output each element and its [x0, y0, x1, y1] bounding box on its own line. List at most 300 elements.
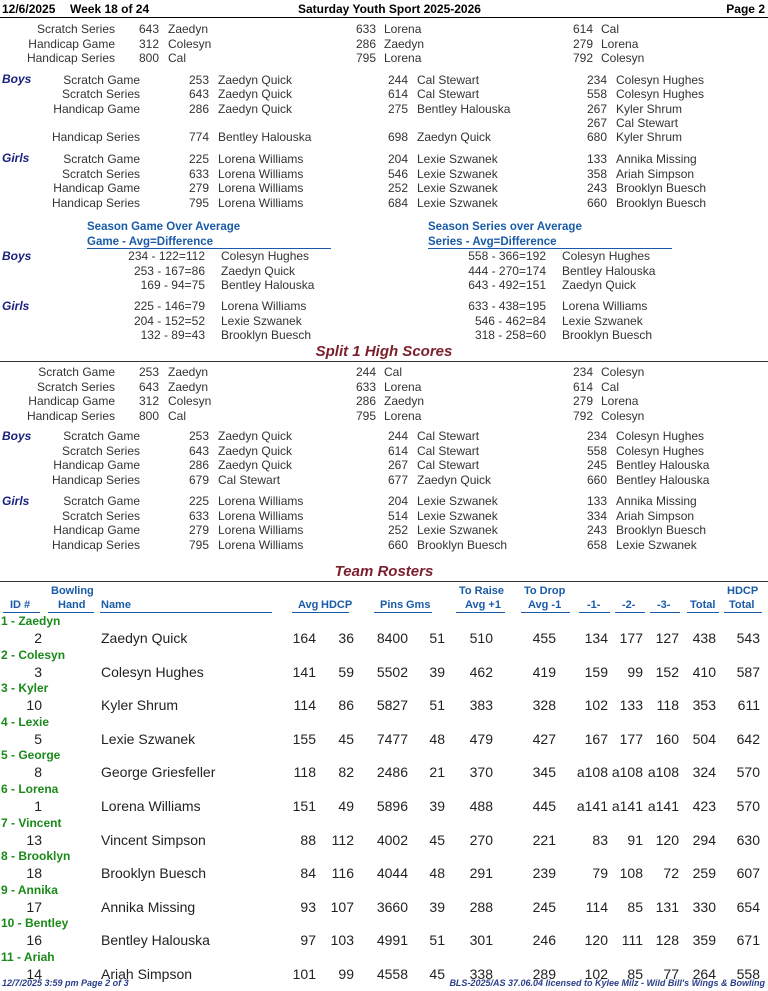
bowler-name: Cal — [168, 408, 187, 423]
roster-g2: 99 — [627, 663, 643, 680]
roster-gms: 51 — [429, 932, 445, 949]
roster-raise: 291 — [469, 865, 493, 882]
series-difference: 444 - 270=174 — [468, 263, 546, 278]
roster-pins: 8400 — [376, 630, 408, 646]
roster-raise: 488 — [469, 798, 493, 814]
bowler-name: Zaedyn Quick — [218, 443, 293, 458]
team-name: 4 - Lexie — [1, 714, 50, 729]
bowler-name: Zaedyn — [168, 22, 209, 36]
team-name: 11 - Ariah — [1, 950, 55, 964]
roster-hdcp: 82 — [338, 764, 354, 781]
header-underline — [687, 612, 719, 613]
roster-g1: 102 — [584, 966, 608, 982]
roster-pins: 4558 — [376, 966, 408, 982]
score-value: 643 — [138, 379, 159, 394]
roster-htot: 570 — [736, 764, 760, 781]
score-value: 244 — [387, 73, 408, 87]
roster-g2: 85 — [627, 898, 643, 915]
roster-g2: 133 — [619, 697, 643, 714]
roster-id: 16 — [26, 932, 42, 949]
score-value: 243 — [586, 181, 607, 195]
roster-id: 13 — [26, 831, 42, 848]
team-name: 10 - Bentley — [1, 916, 69, 931]
roster-gms: 51 — [429, 630, 445, 646]
roster-g1: 167 — [584, 730, 608, 747]
section-label: Boys — [2, 72, 32, 86]
roster-raise: 479 — [469, 730, 493, 747]
score-value: 800 — [138, 408, 159, 423]
score-value: 334 — [586, 508, 607, 523]
col-bowling-header: Bowling — [51, 585, 94, 597]
roster-gms: 48 — [429, 730, 445, 747]
roster-g2: 177 — [619, 630, 643, 646]
roster-g3: 128 — [655, 932, 679, 949]
bowler-name: Lorena Williams — [218, 508, 304, 523]
header-underline — [521, 612, 570, 613]
roster-tot: 438 — [692, 630, 716, 646]
score-value: 677 — [387, 472, 408, 487]
bowler-name: Brooklyn Buesch — [417, 537, 508, 552]
bowler-name: Lorena Williams — [218, 152, 304, 166]
score-value: 633 — [188, 508, 209, 523]
bowler-name: Zaedyn Quick — [562, 278, 637, 292]
roster-id: 14 — [26, 966, 42, 982]
roster-htot: 671 — [736, 932, 760, 949]
roster-id: 17 — [26, 898, 42, 915]
roster-g3: 72 — [663, 865, 679, 882]
roster-g1: a108 — [576, 764, 608, 781]
score-value: 792 — [572, 51, 593, 65]
bowler-name: Zaedyn Quick — [417, 472, 492, 487]
bowler-name: Lexie Szwanek — [417, 508, 498, 523]
bowler-name: Colesyn Hughes — [616, 87, 705, 102]
team-name: 6 - Lorena — [1, 782, 59, 796]
bowler-name: Cal Stewart — [218, 472, 281, 487]
roster-g3: a141 — [647, 798, 679, 814]
bowler-name: Colesyn — [601, 365, 645, 379]
series-difference: 643 - 492=151 — [468, 278, 546, 292]
bowler-name: Cal Stewart — [417, 458, 480, 472]
bowler-name: Zaedyn — [168, 379, 209, 394]
team-name: 9 - Annika — [1, 882, 58, 897]
bowler-name: Bentley Halouska — [221, 278, 315, 292]
roster-g3: a108 — [647, 764, 679, 781]
game-difference: 169 - 94=75 — [140, 278, 205, 292]
bowler-name: Ariah Simpson — [616, 508, 695, 523]
score-value: 774 — [188, 130, 209, 145]
score-value: 252 — [387, 523, 408, 537]
roster-htot: 611 — [737, 697, 760, 714]
bowler-name: Zaedyn Quick — [218, 87, 293, 102]
score-value: 800 — [138, 51, 159, 65]
roster-avg: 93 — [300, 898, 316, 915]
header-week: Week 18 of 24 — [70, 2, 150, 16]
roster-id: 10 — [26, 697, 42, 714]
header-page: Page 2 — [726, 2, 765, 16]
score-value: 275 — [387, 101, 408, 116]
col-pins-header: Pins — [380, 599, 404, 611]
score-value: 546 — [387, 166, 408, 181]
score-value: 614 — [387, 443, 408, 458]
series-difference: 558 - 366=192 — [468, 249, 546, 263]
col-game2-header: -2- — [622, 599, 636, 611]
score-value: 558 — [586, 87, 607, 102]
header-underline — [650, 612, 680, 613]
roster-avg: 141 — [292, 663, 316, 680]
score-value: 253 — [188, 429, 209, 443]
bowler-name: Colesyn — [601, 408, 645, 423]
roster-drop: 289 — [532, 966, 556, 982]
roster-g3: 131 — [655, 898, 679, 915]
bowler-name: Cal Stewart — [616, 115, 679, 130]
footer-left: 12/7/2025 3:59 pm Page 2 of 3 — [2, 978, 129, 988]
bowler-name: Lexie Szwanek — [417, 152, 498, 166]
roster-gms: 48 — [429, 865, 445, 882]
roster-id: 2 — [34, 630, 42, 646]
bowler-name: Cal Stewart — [417, 429, 480, 443]
header-underline — [3, 612, 40, 613]
bowler-name: Bentley Halouska — [616, 458, 710, 472]
roster-raise: 270 — [469, 831, 493, 848]
series-difference: 546 - 462=84 — [474, 313, 546, 328]
col-hdcp-total-header: HDCP — [727, 585, 759, 597]
roster-g3: 160 — [655, 730, 679, 747]
roster-name: Colesyn Hughes — [101, 663, 204, 680]
bowler-name: Brooklyn Buesch — [616, 523, 707, 537]
bowler-name: Brooklyn Buesch — [221, 328, 312, 342]
header-league: Saturday Youth Sport 2025-2026 — [298, 2, 481, 16]
roster-g2: 91 — [627, 831, 643, 848]
score-value: 225 — [188, 494, 209, 508]
col-game1-header: -1- — [587, 599, 601, 611]
bowler-name: Lexie Szwanek — [417, 494, 498, 508]
series-difference: 633 - 438=195 — [468, 299, 546, 313]
roster-hdcp: 103 — [330, 932, 354, 949]
roster-tot: 423 — [692, 798, 716, 814]
roster-raise: 510 — [469, 630, 493, 646]
roster-hdcp: 116 — [331, 865, 354, 882]
header-underline — [100, 612, 272, 613]
score-category-label: Handicap Game — [28, 36, 115, 51]
score-value: 279 — [572, 394, 593, 408]
roster-htot: 654 — [736, 898, 760, 915]
score-category-label: Handicap Series — [51, 130, 140, 145]
header-underline — [724, 612, 762, 613]
roster-g1: 134 — [584, 630, 608, 646]
roster-pins: 5827 — [376, 697, 408, 714]
bowler-name: Colesyn Hughes — [562, 249, 651, 263]
bowler-name: Colesyn — [168, 394, 212, 408]
bowler-name: Lorena — [384, 408, 422, 423]
roster-gms: 21 — [429, 764, 445, 781]
bowler-name: Lexie Szwanek — [417, 523, 498, 537]
score-category-label: Handicap Game — [53, 458, 140, 472]
bowler-name: Lexie Szwanek — [616, 537, 697, 552]
roster-hdcp: 112 — [331, 831, 354, 848]
bowler-name: Colesyn Hughes — [616, 73, 705, 87]
score-category-label: Handicap Game — [53, 181, 140, 195]
roster-name: Bentley Halouska — [101, 932, 210, 949]
score-value: 558 — [586, 443, 607, 458]
score-value: 658 — [586, 537, 607, 552]
roster-raise: 338 — [469, 966, 493, 982]
header-underline — [48, 612, 94, 613]
roster-hdcp: 49 — [338, 798, 354, 814]
bowler-name: Zaedyn Quick — [221, 263, 296, 278]
score-value: 133 — [586, 494, 607, 508]
bowler-name: Brooklyn Buesch — [562, 328, 653, 342]
header-underline — [579, 612, 610, 613]
bowler-name: Annika Missing — [616, 152, 697, 166]
section-label: Girls — [2, 494, 30, 508]
score-value: 133 — [586, 152, 607, 166]
roster-g1: 120 — [584, 932, 608, 949]
game-difference: 253 - 167=86 — [133, 263, 205, 278]
roster-name: Kyler Shrum — [101, 697, 179, 714]
roster-g1: 159 — [584, 663, 608, 680]
roster-avg: 97 — [300, 932, 316, 949]
score-value: 614 — [572, 379, 593, 394]
roster-gms: 39 — [429, 798, 445, 814]
team-name: 7 - Vincent — [1, 815, 62, 830]
roster-g3: 77 — [663, 966, 679, 982]
bowler-name: Annika Missing — [616, 494, 697, 508]
score-value: 245 — [586, 458, 607, 472]
score-value: 253 — [138, 365, 159, 379]
bowler-name: Lorena Williams — [218, 494, 304, 508]
roster-id: 3 — [34, 663, 42, 680]
score-value: 267 — [586, 115, 607, 130]
roster-tot: 324 — [692, 764, 716, 781]
score-value: 279 — [188, 523, 209, 537]
roster-name: Lexie Szwanek — [101, 730, 196, 747]
roster-name: George Griesfeller — [101, 764, 216, 781]
roster-g2: 85 — [627, 966, 643, 982]
roster-raise: 288 — [469, 898, 493, 915]
roster-htot: 642 — [736, 730, 760, 747]
roster-name: Brooklyn Buesch — [101, 865, 207, 882]
score-value: 660 — [387, 537, 408, 552]
game-difference: 204 - 152=52 — [133, 313, 205, 328]
rosters-section-title: Team Rosters — [334, 563, 434, 580]
roster-g3: 152 — [655, 663, 679, 680]
score-category-label: Scratch Series — [61, 443, 140, 458]
roster-hdcp: 45 — [338, 730, 354, 747]
bowler-name: Lorena — [384, 22, 422, 36]
bowler-name: Kyler Shrum — [616, 101, 683, 116]
bowler-name: Kyler Shrum — [616, 130, 683, 145]
score-value: 286 — [188, 458, 209, 472]
bowler-name: Ariah Simpson — [616, 166, 695, 181]
score-value: 267 — [586, 101, 607, 116]
team-name: 2 - Colesyn — [1, 647, 66, 662]
roster-id: 1 — [34, 798, 42, 814]
score-value: 698 — [387, 130, 408, 145]
score-value: 643 — [138, 22, 159, 36]
roster-name: Lorena Williams — [101, 798, 201, 814]
score-value: 792 — [572, 408, 593, 423]
roster-hdcp: 107 — [330, 898, 354, 915]
roster-htot: 543 — [736, 630, 760, 646]
bowler-name: Colesyn — [168, 36, 212, 51]
section-label: Boys — [2, 249, 32, 263]
bowler-name: Lexie Szwanek — [417, 195, 498, 210]
bowler-name: Lorena — [601, 36, 639, 51]
score-category-label: Handicap Series — [26, 408, 115, 423]
roster-g3: 127 — [655, 630, 679, 646]
col-game3-header: -3- — [657, 599, 671, 611]
footer-right: BLS-2025/AS 37.06.04 licensed to Kylee Milz - Wild Bill's Wings & Bowling — [449, 978, 765, 988]
game-difference: 234 - 122=112 — [128, 249, 205, 263]
score-value: 253 — [188, 73, 209, 87]
roster-avg: 118 — [293, 764, 316, 781]
score-value: 795 — [188, 195, 209, 210]
roster-pins: 5896 — [376, 798, 408, 814]
roster-htot: 587 — [736, 663, 760, 680]
roster-hdcp: 86 — [338, 697, 354, 714]
score-value: 614 — [572, 22, 593, 36]
roster-htot: 570 — [736, 798, 760, 814]
game-difference: 132 - 89=43 — [140, 328, 205, 342]
roster-tot: 353 — [692, 697, 716, 714]
bowler-name: Zaedyn Quick — [218, 101, 293, 116]
roster-gms: 39 — [429, 663, 445, 680]
score-value: 234 — [586, 73, 607, 87]
score-category-label: Scratch Game — [63, 494, 140, 508]
roster-drop: 345 — [532, 764, 556, 781]
roster-htot: 607 — [736, 865, 760, 882]
series-over-avg-title: Season Series over Average — [428, 221, 582, 233]
bowler-name: Lorena Williams — [218, 523, 304, 537]
score-value: 684 — [387, 195, 408, 210]
roster-tot: 504 — [692, 730, 716, 747]
score-category-label: Scratch Game — [63, 429, 140, 443]
page-header — [0, 0, 768, 18]
score-value: 679 — [188, 472, 209, 487]
section-label: Girls — [2, 151, 30, 165]
roster-g1: 114 — [585, 898, 608, 915]
roster-tot: 330 — [692, 898, 716, 915]
bowler-name: Cal Stewart — [417, 87, 480, 102]
roster-avg: 155 — [292, 730, 316, 747]
col-hdcp-total-header: Total — [729, 599, 755, 611]
roster-htot: 558 — [736, 966, 760, 982]
bowler-name: Bentley Halouska — [562, 263, 656, 278]
bowler-name: Zaedyn — [168, 365, 209, 379]
roster-tot: 259 — [692, 865, 716, 882]
score-category-label: Scratch Game — [63, 73, 140, 87]
score-value: 633 — [188, 166, 209, 181]
bowler-name: Lorena Williams — [218, 537, 304, 552]
col-gms-header: Gms — [406, 599, 431, 611]
bowler-name: Cal Stewart — [417, 73, 480, 87]
roster-raise: 370 — [469, 764, 493, 781]
roster-raise: 462 — [469, 663, 493, 680]
col-name-header: Name — [101, 599, 131, 611]
roster-tot: 410 — [692, 663, 716, 680]
roster-g2: 108 — [619, 865, 643, 882]
roster-htot: 630 — [736, 831, 760, 848]
score-category-label: Handicap Series — [26, 51, 115, 65]
bowler-name: Cal — [601, 22, 620, 36]
score-value: 660 — [586, 195, 607, 210]
team-name: 5 - George — [1, 748, 61, 763]
roster-pins: 2486 — [376, 764, 408, 781]
score-value: 279 — [572, 36, 593, 51]
score-value: 660 — [586, 472, 607, 487]
bowler-name: Brooklyn Buesch — [616, 195, 707, 210]
game-over-avg-subtitle: Game - Avg=Difference — [87, 236, 214, 248]
roster-name: Ariah Simpson — [101, 966, 193, 982]
bowler-name: Lorena Williams — [221, 299, 307, 313]
roster-avg: 114 — [293, 697, 316, 714]
roster-id: 18 — [26, 865, 42, 882]
score-value: 358 — [586, 166, 607, 181]
divider-line — [0, 581, 768, 582]
bowler-name: Zaedyn Quick — [218, 458, 293, 472]
score-value: 633 — [355, 379, 376, 394]
roster-tot: 264 — [692, 966, 716, 982]
roster-g1: 102 — [584, 697, 608, 714]
roster-drop: 445 — [532, 798, 556, 814]
header-underline — [292, 612, 349, 613]
score-value: 643 — [188, 87, 209, 102]
roster-name: Annika Missing — [101, 898, 196, 915]
roster-drop: 221 — [532, 831, 556, 848]
score-value: 795 — [355, 408, 376, 423]
bowler-name: Zaedyn — [384, 394, 425, 408]
col-to-raise-header: To Raise — [459, 585, 505, 597]
roster-g1: a141 — [576, 798, 608, 814]
roster-gms: 45 — [429, 831, 445, 848]
bowler-name: Lorena Williams — [218, 195, 304, 210]
score-value: 795 — [188, 537, 209, 552]
header-underline — [374, 612, 432, 613]
header-underline — [456, 612, 505, 613]
roster-drop: 427 — [532, 730, 556, 747]
bowler-name: Zaedyn — [384, 36, 425, 51]
bowler-name: Lorena Williams — [218, 166, 304, 181]
section-label: Boys — [2, 429, 32, 443]
score-value: 643 — [188, 443, 209, 458]
score-value: 234 — [586, 429, 607, 443]
team-name: 8 - Brooklyn — [1, 849, 71, 864]
roster-tot: 294 — [692, 831, 716, 848]
score-value: 234 — [572, 365, 593, 379]
roster-drop: 246 — [532, 932, 556, 949]
roster-id: 5 — [34, 730, 42, 747]
game-difference: 225 - 146=79 — [133, 299, 205, 313]
score-category-label: Handicap Game — [28, 394, 115, 408]
score-category-label: Handicap Game — [53, 523, 140, 537]
roster-pins: 7477 — [376, 730, 408, 747]
bowler-name: Cal — [601, 379, 620, 394]
roster-g1: 79 — [592, 865, 608, 882]
team-name: 1 - Zaedyn — [1, 614, 61, 628]
score-category-label: Scratch Series — [61, 166, 140, 181]
bowler-name: Colesyn Hughes — [616, 429, 705, 443]
bowler-name: Zaedyn Quick — [218, 73, 293, 87]
roster-drop: 419 — [532, 663, 556, 680]
score-value: 614 — [387, 87, 408, 102]
col-id-header: ID # — [10, 599, 31, 611]
score-category-label: Handicap Series — [51, 195, 140, 210]
bowler-name: Lexie Szwanek — [417, 181, 498, 195]
score-value: 244 — [355, 365, 376, 379]
score-value: 286 — [355, 394, 376, 408]
score-value: 312 — [138, 394, 159, 408]
col-to-drop-header: To Drop — [524, 585, 566, 597]
